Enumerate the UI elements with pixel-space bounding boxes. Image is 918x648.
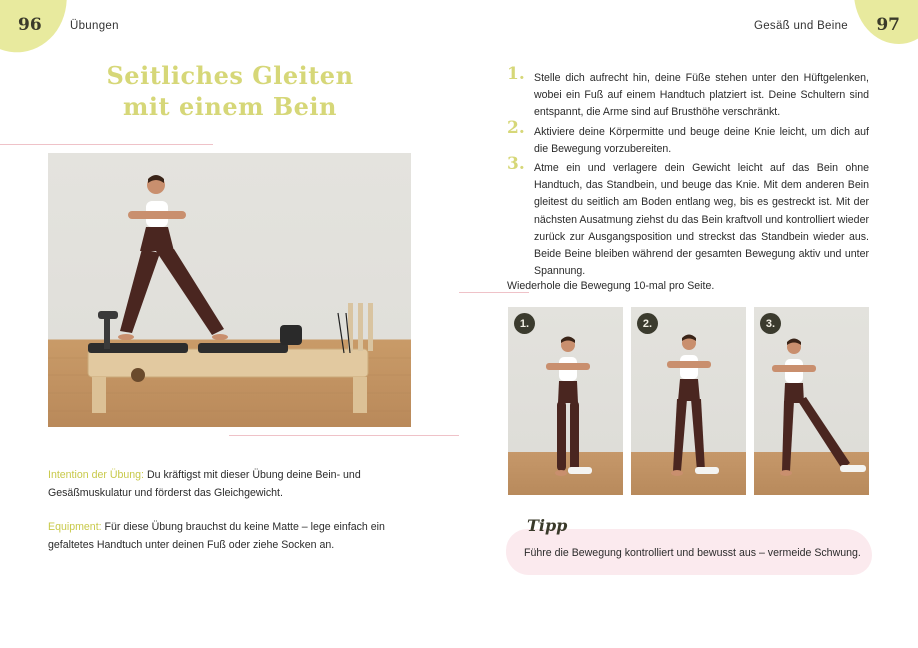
step-photo-2	[631, 307, 746, 495]
exercise-title	[60, 60, 400, 122]
step-photo-3-illustration	[754, 307, 869, 495]
step-photo-3	[754, 307, 869, 495]
exercise-title-line-2: mit einem Bein	[123, 92, 337, 121]
step-number-2: 2.	[507, 117, 525, 138]
step-item-2	[507, 117, 869, 158]
exercise-title-line-1: Seitliches Gleiten	[106, 61, 354, 90]
repeat-instruction: Wiederhole die Bewegung 10-mal pro Seite.	[507, 280, 715, 292]
step-badge-2: 2.	[637, 313, 658, 334]
divider-rule-title	[0, 144, 213, 145]
step-text-2: Aktiviere deine Körpermitte und beuge deine Knie leicht, um dich auf die Bewegung vorzubereiten.	[534, 125, 869, 155]
intention-label: Intention der Übung:	[48, 469, 145, 481]
step-number-1: 1.	[507, 64, 525, 84]
tipp-text: Führe die Bewegung kontrolliert und bewusst aus – vermeide Schwung.	[524, 547, 861, 559]
reformer-exercise-illustration	[48, 153, 411, 427]
divider-rule-photo	[229, 435, 459, 436]
step-list	[507, 64, 869, 280]
step-text-1: Stelle dich aufrecht hin, deine Füße stehen unter den Hüftgelenken, wobei ein Fuß auf einem Handtuch platziert ist. Deine Schultern sind entspannt, die Arme sind auf Brusthöhe verschränkt.	[534, 72, 869, 119]
step-text-3: Atme ein und verlagere dein Gewicht leicht auf das Bein ohne Handtuch, das Standbein, und beuge das Knie. Mit dem anderen Bein gleitest du seitlich am Boden entlang weg, bis es gestreckt ist. Mit der nächsten Ausatmung ziehst du das Bein kraftvoll und kontrolliert wieder zurück zur Ausgangsposition und streckst das Standbein wieder aus. Beide Beine bleiben während der gesamten Bewegung aktiv und unter Spannung.	[534, 162, 869, 278]
step-badge-3: 3.	[760, 313, 781, 334]
page-number-left: 96	[18, 15, 42, 35]
intention-text: Du kräftigst mit dieser Übung deine Bein- und Gesäßmuskulatur und förderst das Gleichgewicht.	[48, 469, 361, 499]
step-photo-1	[508, 307, 623, 495]
reformer-exercise-photo	[48, 153, 411, 427]
intention-section	[48, 466, 428, 502]
step-number-3: 3.	[507, 154, 525, 175]
equipment-section	[48, 518, 428, 554]
divider-rule-repeat	[459, 292, 529, 293]
equipment-text: Für diese Übung brauchst du keine Matte – lege einfach ein gefaltetes Handtuch unter deinen Fuß oder ziehe Socken an.	[48, 521, 385, 551]
running-head-right: Gesäß und Beine	[753, 20, 848, 32]
running-head-left: Übungen	[70, 20, 119, 32]
step-photo-1-illustration	[508, 307, 623, 495]
step-badge-1: 1.	[514, 313, 535, 334]
step-item-1	[507, 64, 869, 122]
tipp-label: Tipp	[527, 516, 568, 535]
step-photo-2-illustration	[631, 307, 746, 495]
equipment-label: Equipment:	[48, 521, 102, 533]
page-number-right: 97	[876, 15, 900, 35]
step-item-3	[507, 154, 869, 280]
